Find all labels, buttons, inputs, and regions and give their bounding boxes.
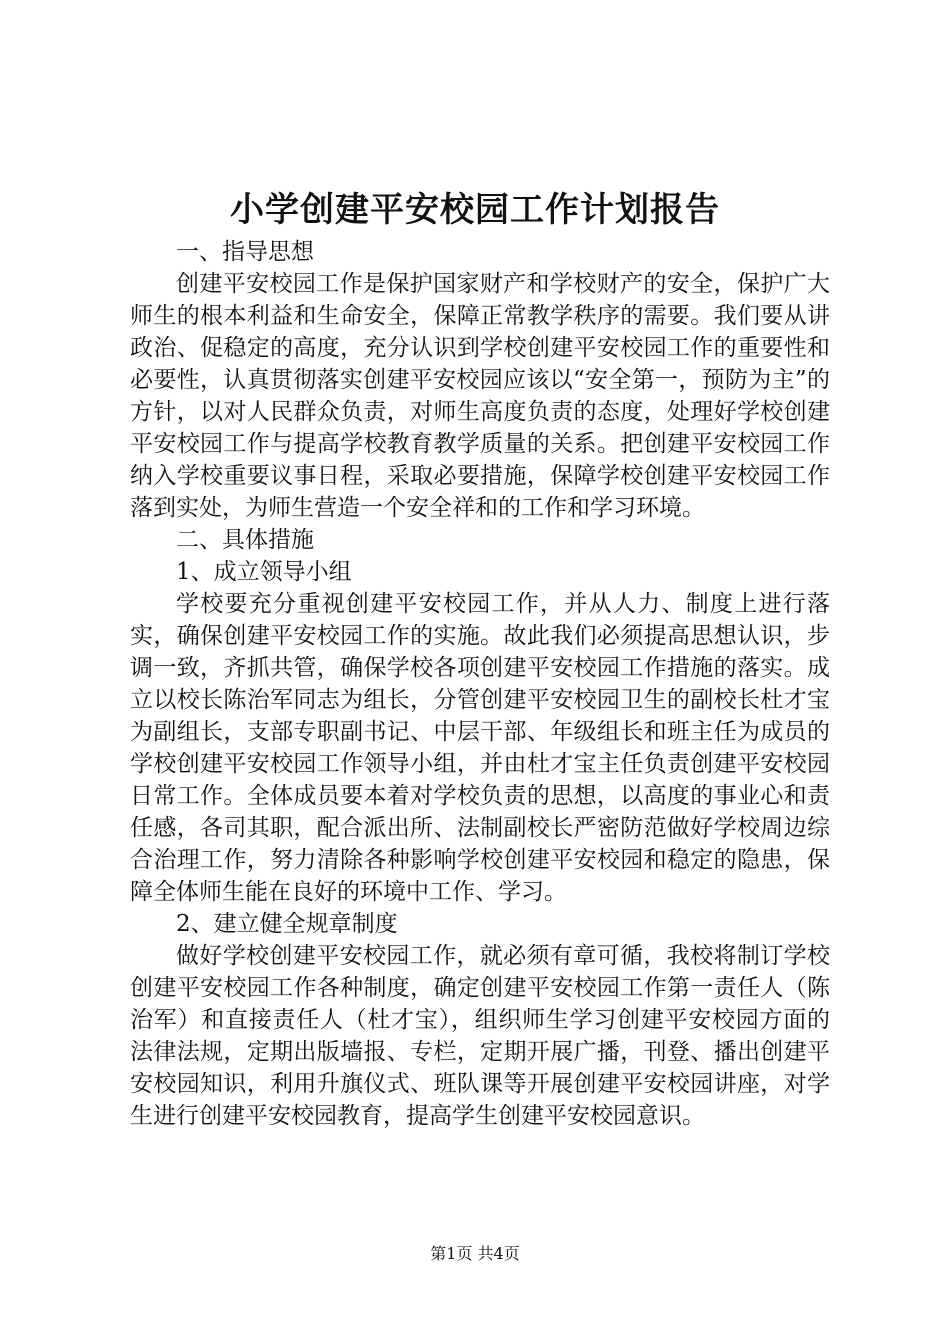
subheading-rules-system: 2、建立健全规章制度 [176,911,398,937]
paragraph-rules-system: 做好学校创建平安校园工作，就必须有章可循，我校将制订学校创建平安校园工作各种制度，确定创建平安校园工作第一责任人（陈治军）和直接责任人（杜才宝），组织师生学习创建平安校园方面的法律法规，定期出版墙报、专栏，定期开展广播，刊登、播出创建平安校园知识，利用升旗仪式、班队课等开展创建平安校园讲座，对学生进行创建平安校园教育，提高学生创建平安校园意识。 [130,943,830,1129]
subheading-leadership-group: 1、成立领导小组 [176,559,352,585]
document-title: 小学创建平安校园工作计划报告 [230,190,720,230]
document-body [130,236,830,1132]
page-footer: 第1页 共4页 [430,1244,520,1263]
section-heading-specific-measures: 二、具体措施 [176,527,314,553]
paragraph-guiding-ideology: 创建平安校园工作是保护国家财产和学校财产的安全，保护广大师生的根本利益和生命安全，保障正常教学秩序的需要。我们要从讲政治、促稳定的高度，充分认识到学校创建平安校园工作的重要性和必要性，认真贯彻落实创建平安校园应该以“安全第一，预防为主”的方针，以对人民群众负责，对师生高度负责的态度，处理好学校创建平安校园工作与提高学校教育教学质量的关系。把创建平安校园工作纳入学校重要议事日程，采取必要措施，保障学校创建平安校园工作落到实处，为师生营造一个安全祥和的工作和学习环境。 [130,271,830,521]
paragraph-leadership-group: 学校要充分重视创建平安校园工作，并从人力、制度上进行落实，确保创建平安校园工作的实施。故此我们必须提高思想认识，步调一致，齐抓共管，确保学校各项创建平安校园工作措施的落实。成立以校长陈治军同志为组长，分管创建平安校园卫生的副校长杜才宝为副组长，支部专职副书记、中层干部、年级组长和班主任为成员的学校创建平安校园工作领导小组，并由杜才宝主任负责创建平安校园日常工作。全体成员要本着对学校负责的思想，以高度的事业心和责任感，各司其职，配合派出所、法制副校长严密防范做好学校周边综合治理工作，努力清除各种影响学校创建平安校园和稳定的隐患，保障全体师生能在良好的环境中工作、学习。 [130,591,830,905]
section-heading-guiding-ideology: 一、指导思想 [176,239,314,265]
